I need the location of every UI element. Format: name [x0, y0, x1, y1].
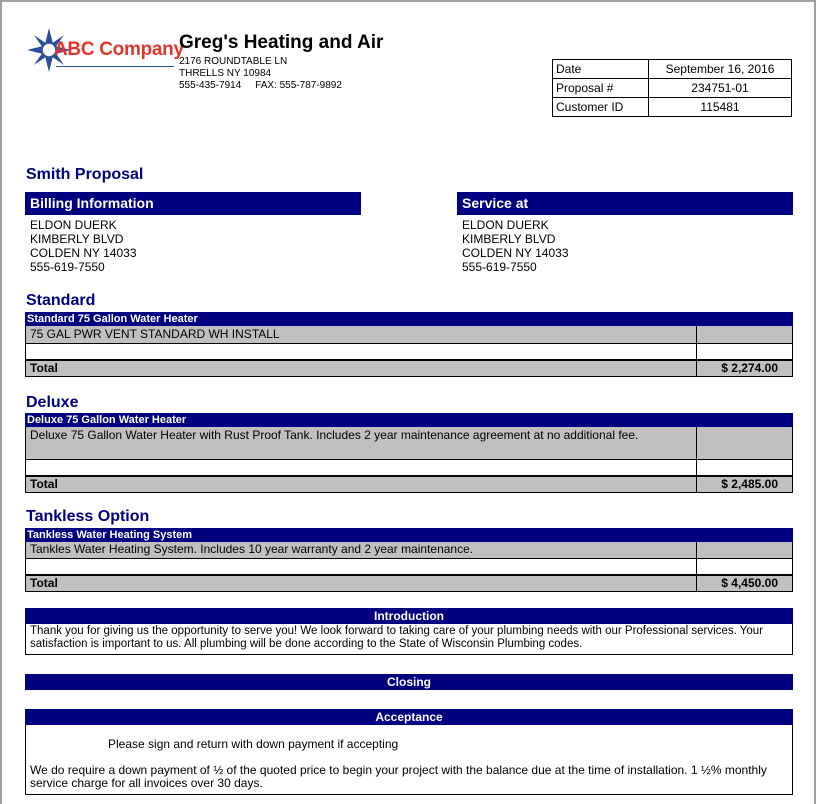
logo-text: ABC Company — [54, 39, 184, 60]
option-table-standard — [25, 312, 793, 377]
company-phone-fax: 555-435-7914 FAX: 555-787-9892 — [179, 80, 342, 91]
info-value: 115481 — [649, 98, 792, 117]
company-name: Greg's Heating and Air — [179, 32, 384, 53]
option-header: Standard 75 Gallon Water Heater — [25, 312, 793, 326]
acceptance-sign-text: Please sign and return with down payment if accepting — [108, 737, 399, 751]
option-blank-row — [25, 344, 793, 361]
option-title-tankless: Tankless Option — [26, 508, 150, 525]
option-description-row — [25, 427, 793, 460]
option-blank-row — [25, 460, 793, 477]
closing-header: Closing — [25, 674, 793, 690]
info-row-customer — [553, 98, 792, 117]
option-header: Tankless Water Heating System — [25, 528, 793, 542]
company-address-line1: 2176 ROUNDTABLE LN — [179, 56, 288, 67]
option-total-row — [25, 576, 793, 592]
total-label: Total — [26, 361, 697, 376]
option-description: Tankles Water Heating System. Includes 10 year warranty and 2 year maintenance. — [26, 542, 697, 558]
blank-cell — [697, 344, 792, 359]
option-blank-row — [25, 559, 793, 576]
option-header: Deluxe 75 Gallon Water Heater — [25, 413, 793, 427]
service-line: ELDON DUERK — [462, 218, 549, 232]
logo-underline — [56, 66, 174, 67]
info-label: Date — [553, 60, 649, 79]
blank-cell — [697, 559, 792, 574]
option-table-deluxe — [25, 413, 793, 493]
proposal-title: Smith Proposal — [26, 166, 144, 183]
total-amount: $ 2,485.00 — [721, 477, 778, 491]
option-description: Deluxe 75 Gallon Water Heater with Rust Proof Tank. Includes 2 year maintenance agreement at no additional fee. — [26, 427, 697, 459]
option-description-row — [25, 326, 793, 344]
info-value: 234751-01 — [649, 79, 792, 98]
introduction-text: Thank you for giving us the opportunity to serve you! We look forward to taking care of your plumbing needs with our Professional services. Your satisfaction is important to us. All plumbing will be done according to the State of Wisconsin Plumbing codes. — [25, 624, 793, 655]
info-label: Proposal # — [553, 79, 649, 98]
option-total-row — [25, 361, 793, 377]
info-row-proposal — [553, 79, 792, 98]
option-title-standard: Standard — [26, 292, 96, 309]
acceptance-box — [25, 725, 793, 795]
introduction-header: Introduction — [25, 608, 793, 624]
option-amount-cell — [697, 427, 792, 459]
blank-cell — [26, 460, 697, 475]
total-amount: $ 2,274.00 — [721, 361, 778, 375]
acceptance-terms: We do require a down payment of ½ of the quoted price to begin your project with the balance due at the time of installation. 1 ½% monthly service charge for all invoices over 30 days. — [30, 763, 767, 790]
info-label: Customer ID — [553, 98, 649, 117]
proposal-info-table — [552, 59, 792, 117]
option-description-row — [25, 542, 793, 559]
option-description: 75 GAL PWR VENT STANDARD WH INSTALL — [26, 326, 697, 343]
total-label: Total — [26, 477, 697, 492]
billing-line: 555-619-7550 — [30, 260, 105, 274]
option-total-row — [25, 477, 793, 493]
option-amount-cell — [697, 326, 792, 343]
service-line: KIMBERLY BLVD — [462, 232, 556, 246]
option-amount-cell — [697, 542, 792, 558]
company-address-line2: THRELLS NY 10984 — [179, 68, 272, 79]
blank-cell — [26, 559, 697, 574]
service-header: Service at — [457, 192, 793, 215]
option-table-tankless — [25, 528, 793, 592]
total-amount: $ 4,450.00 — [721, 576, 778, 590]
acceptance-header: Acceptance — [25, 709, 793, 725]
page-border-left — [0, 0, 2, 804]
service-line: 555-619-7550 — [462, 260, 537, 274]
billing-header: Billing Information — [25, 192, 361, 215]
billing-line: COLDEN NY 14033 — [30, 246, 137, 260]
info-row-date — [553, 60, 792, 79]
service-line: COLDEN NY 14033 — [462, 246, 569, 260]
info-value: September 16, 2016 — [649, 60, 792, 79]
option-title-deluxe: Deluxe — [26, 394, 79, 411]
billing-line: ELDON DUERK — [30, 218, 117, 232]
blank-cell — [697, 460, 792, 475]
billing-line: KIMBERLY BLVD — [30, 232, 124, 246]
total-label: Total — [26, 576, 697, 591]
blank-cell — [26, 344, 697, 359]
page-border-top — [0, 0, 816, 2]
